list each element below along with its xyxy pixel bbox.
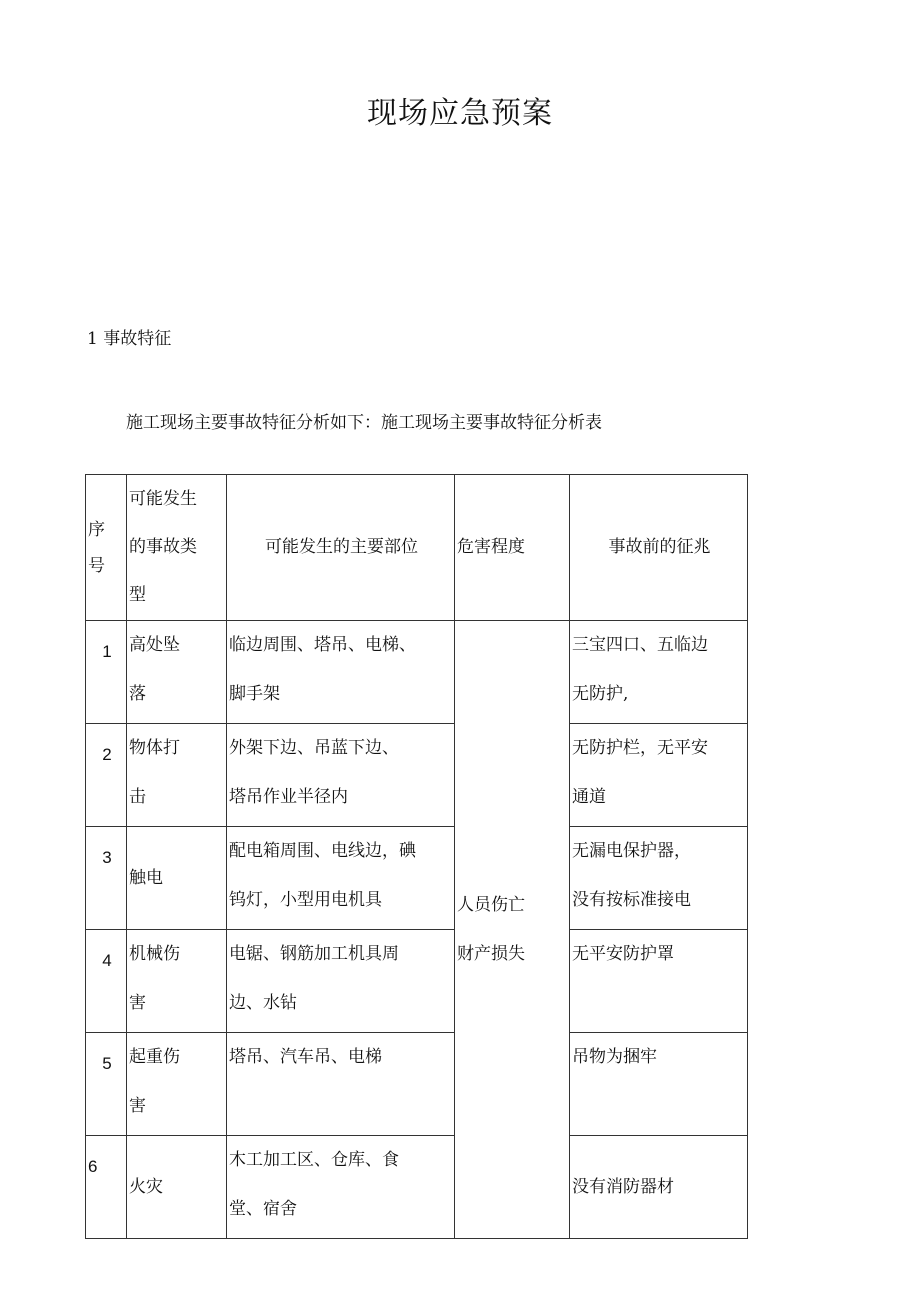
table-row (86, 827, 748, 930)
header-no: 序号 (86, 475, 127, 621)
row-type: 起重伤害 (127, 1033, 227, 1136)
row-no: 2 (86, 724, 127, 827)
row-no: 4 (86, 930, 127, 1033)
row-type: 机械伤害 (127, 930, 227, 1033)
row-signs: 无防护栏，无平安通道 (570, 724, 748, 827)
table-row (86, 1033, 748, 1136)
row-type: 触电 (127, 827, 227, 930)
header-signs: 事故前的征兆 (570, 475, 748, 621)
table-header-row (86, 475, 748, 621)
header-type: 可能发生的事故类型 (127, 475, 227, 621)
row-location: 临边周围、塔吊、电梯、脚手架 (227, 621, 455, 724)
section-heading: 1 事故特征 (87, 329, 172, 349)
row-location: 塔吊、汽车吊、电梯 (227, 1033, 455, 1136)
row-signs: 没有消防器材 (570, 1136, 748, 1239)
page-title: 现场应急预案 (367, 96, 553, 131)
row-signs: 无平安防护罩 (570, 930, 748, 1033)
table-row (86, 930, 748, 1033)
accident-characteristics-table (85, 474, 748, 1239)
intro-paragraph: 施工现场主要事故特征分析如下：施工现场主要事故特征分析表 (126, 413, 602, 433)
table-row (86, 621, 748, 724)
row-signs: 三宝四口、五临边无防护, (570, 621, 748, 724)
row-type: 物体打击 (127, 724, 227, 827)
table-row (86, 724, 748, 827)
header-location: 可能发生的主要部位 (227, 475, 455, 621)
row-signs: 吊物为捆牢 (570, 1033, 748, 1136)
table-row (86, 1136, 748, 1239)
severity-merged-cell: 人员伤亡财产损失 (455, 621, 570, 1239)
header-severity: 危害程度 (455, 475, 570, 621)
row-no: 5 (86, 1033, 127, 1136)
row-location: 配电箱周围、电线边，碘钨灯，小型用电机具 (227, 827, 455, 930)
row-no: 1 (86, 621, 127, 724)
row-signs: 无漏电保护器，没有按标准接电 (570, 827, 748, 930)
row-location: 外架下边、吊蓝下边、塔吊作业半径内 (227, 724, 455, 827)
row-type: 高处坠落 (127, 621, 227, 724)
row-no: 6 (86, 1136, 127, 1239)
row-location: 电锯、钢筋加工机具周边、水钻 (227, 930, 455, 1033)
row-type: 火灾 (127, 1136, 227, 1239)
row-no: 3 (86, 827, 127, 930)
row-location: 木工加工区、仓库、食堂、宿舍 (227, 1136, 455, 1239)
